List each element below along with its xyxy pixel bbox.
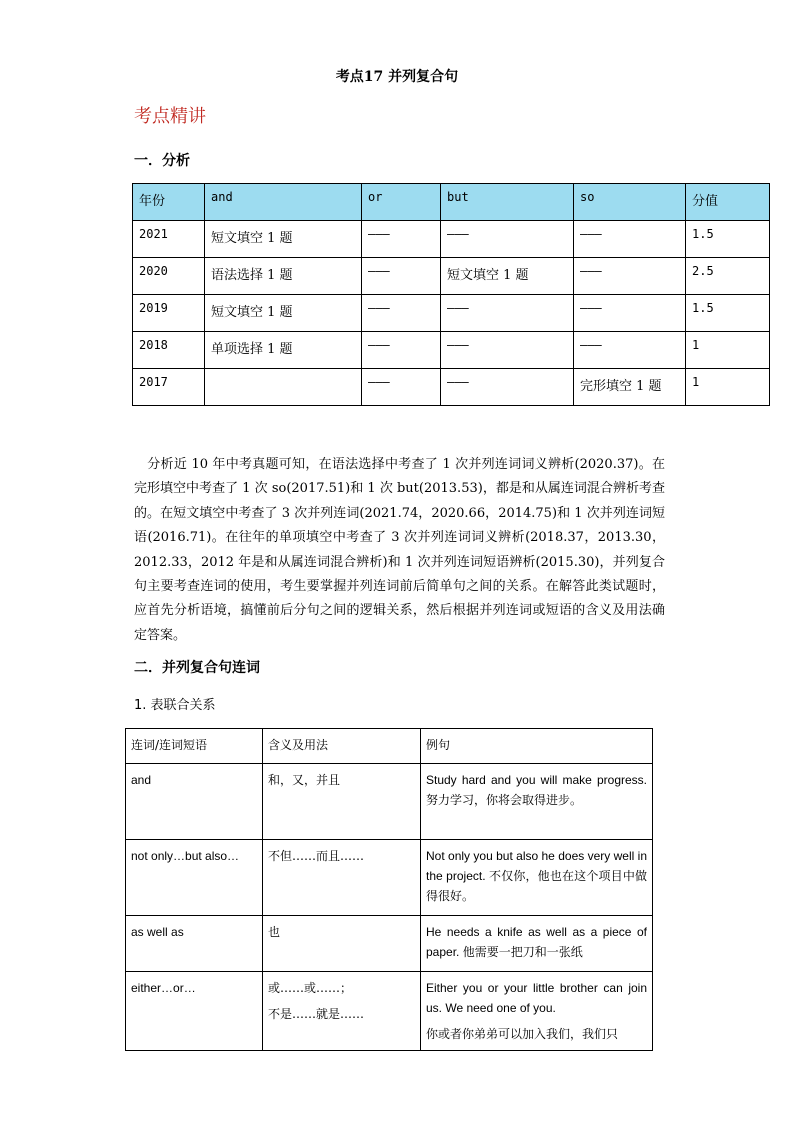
analysis-paragraph-text: 分析近 10 年中考真题可知，在语法选择中考查了 1 次并列连词词义辨析(2020.37)。在完形填空中考查了 1 次 so(2017.51)和 1 次 but(2013.53)，都是和从属连词混合辨析考查的。在短文填空中考查了 3 次并列连词(2021.74，2020.66，2014.75)和 1 次并列连词短语(2016.71)。在往年的单项填空中考查了 3 次并列连词词义辨析(2018.37，2013.30，2012.33，2012 年是和从属连词混合辨析)和 1 次并列连词短语辨析(2015.30)，并列复合句主要考查连词的使用，考生要掌握并列连词前后简单句之间的关系。在解答此类试题时，应首先分析语境，搞懂前后分句之间的逻辑关系，然后根据并列连词或短语的含义及用法确定答案。 bbox=[134, 457, 665, 643]
table-cell: 2018 bbox=[133, 332, 205, 369]
meaning-cell: 不但……而且…… bbox=[263, 840, 421, 916]
meaning-cell: 也 bbox=[263, 916, 421, 972]
table-cell: ——— bbox=[441, 295, 574, 332]
table-cell: ——— bbox=[574, 295, 686, 332]
analysis-paragraph bbox=[134, 453, 665, 648]
table-cell: ——— bbox=[441, 369, 574, 406]
header-cell: so bbox=[574, 184, 686, 221]
table-cell: ——— bbox=[362, 295, 441, 332]
table-cell: ——— bbox=[574, 332, 686, 369]
document-title: 考点17 并列复合句 bbox=[335, 69, 459, 85]
table-row bbox=[133, 332, 770, 369]
table-row bbox=[133, 369, 770, 406]
table-cell: ——— bbox=[362, 258, 441, 295]
table-row bbox=[133, 258, 770, 295]
table-row bbox=[133, 221, 770, 258]
table-row bbox=[126, 916, 653, 972]
meaning-cell: 和，又，并且 bbox=[263, 764, 421, 840]
example-line: Either you or your little brother can join us. We need one of you. bbox=[426, 981, 647, 1015]
conj-table-header-row bbox=[126, 729, 653, 764]
table-cell: 2019 bbox=[133, 295, 205, 332]
header-cell: 例句 bbox=[421, 729, 653, 764]
example-cell: Not only you but also he does very well in the project. 不仅你，他也在这个项目中做得很好。 bbox=[421, 840, 653, 916]
header-cell: 连词/连词短语 bbox=[126, 729, 263, 764]
part1-heading: 一．分析 bbox=[134, 153, 190, 169]
table-cell: ——— bbox=[362, 221, 441, 258]
table-cell: ——— bbox=[574, 258, 686, 295]
example-cell bbox=[421, 972, 653, 1051]
meaning-line: 或……或……； bbox=[268, 981, 353, 995]
table-cell: 单项选择 1 题 bbox=[205, 332, 362, 369]
table-cell bbox=[205, 369, 362, 406]
analysis-table-header-row bbox=[133, 184, 770, 221]
part2-heading: 二．并列复合句连词 bbox=[134, 660, 260, 676]
table-row bbox=[126, 840, 653, 916]
table-cell: 语法选择 1 题 bbox=[205, 258, 362, 295]
table-cell: ——— bbox=[362, 369, 441, 406]
table-cell: 1.5 bbox=[686, 295, 770, 332]
header-cell: but bbox=[441, 184, 574, 221]
table-cell: 2020 bbox=[133, 258, 205, 295]
table-cell: 完形填空 1 题 bbox=[574, 369, 686, 406]
conjunction-cell: not only…but also… bbox=[126, 840, 263, 916]
table-cell: 短文填空 1 题 bbox=[441, 258, 574, 295]
conjunction-cell: either…or… bbox=[126, 972, 263, 1051]
table-cell: ——— bbox=[362, 332, 441, 369]
example-line: 你或者你弟弟可以加入我们，我们只 bbox=[426, 1027, 619, 1041]
section-label: 考点精讲 bbox=[134, 106, 206, 127]
header-cell: 含义及用法 bbox=[263, 729, 421, 764]
conjunction-table bbox=[125, 728, 653, 1051]
table-cell: ——— bbox=[441, 221, 574, 258]
header-cell: 年份 bbox=[133, 184, 205, 221]
conjunction-cell: as well as bbox=[126, 916, 263, 972]
table-row bbox=[126, 764, 653, 840]
header-cell: and bbox=[205, 184, 362, 221]
header-cell: or bbox=[362, 184, 441, 221]
table-cell: 1.5 bbox=[686, 221, 770, 258]
meaning-line: 不是……就是…… bbox=[268, 1007, 365, 1021]
table-cell: 2017 bbox=[133, 369, 205, 406]
example-cell: He needs a knife as well as a piece of paper. 他需要一把刀和一张纸 bbox=[421, 916, 653, 972]
table-cell: ——— bbox=[574, 221, 686, 258]
example-cell: Study hard and you will make progress. 努力学习，你将会取得进步。 bbox=[421, 764, 653, 840]
subheading-union: 1. 表联合关系 bbox=[134, 698, 216, 713]
table-cell: ——— bbox=[441, 332, 574, 369]
table-cell: 1 bbox=[686, 369, 770, 406]
analysis-table bbox=[132, 183, 770, 406]
table-cell: 2021 bbox=[133, 221, 205, 258]
table-row bbox=[133, 295, 770, 332]
table-cell: 1 bbox=[686, 332, 770, 369]
meaning-cell bbox=[263, 972, 421, 1051]
table-cell: 2.5 bbox=[686, 258, 770, 295]
conjunction-cell: and bbox=[126, 764, 263, 840]
table-cell: 短文填空 1 题 bbox=[205, 221, 362, 258]
header-cell: 分值 bbox=[686, 184, 770, 221]
table-row bbox=[126, 972, 653, 1051]
table-cell: 短文填空 1 题 bbox=[205, 295, 362, 332]
